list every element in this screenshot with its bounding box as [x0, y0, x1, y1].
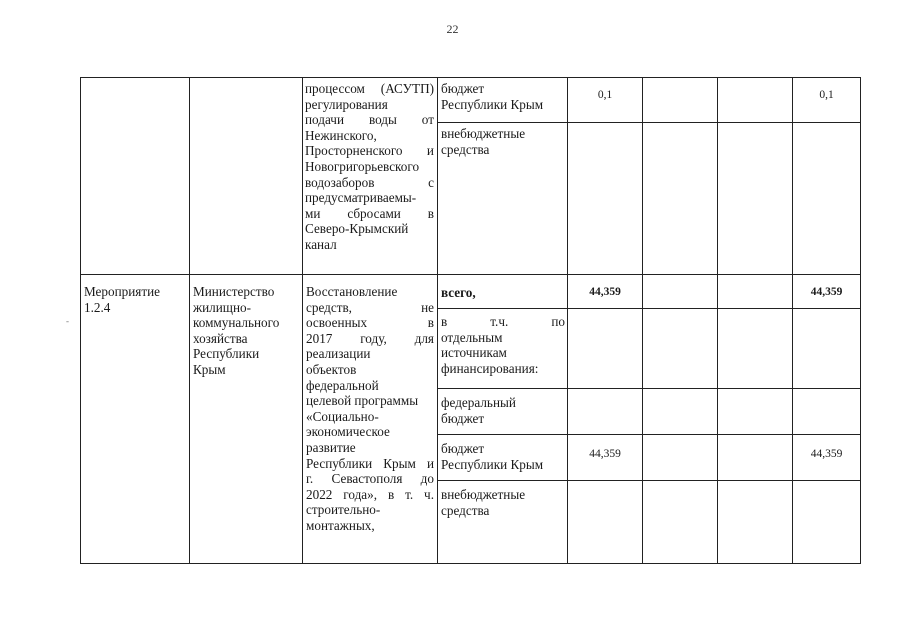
- column-border: [80, 77, 81, 564]
- column-border: [302, 77, 303, 564]
- description-line: средств, не: [306, 299, 434, 315]
- row-divider: [437, 388, 861, 389]
- description-line: строительно-: [306, 502, 381, 518]
- executor-line: Крым: [193, 361, 226, 377]
- source-label-line: Республики Крым: [441, 96, 544, 112]
- column-border: [437, 77, 438, 564]
- column-border: [717, 77, 718, 564]
- value-cell: 44,359: [589, 286, 621, 298]
- source-label-line: отдельным: [441, 329, 503, 345]
- event-id: [84, 284, 186, 315]
- source-label-line: средства: [441, 502, 490, 518]
- description-line: Северо-Крымский: [305, 221, 409, 237]
- row2-source-federal-budget: [441, 395, 565, 426]
- description-line: монтажных,: [306, 517, 375, 533]
- row-divider: [437, 122, 861, 123]
- description-line: «Социально-: [306, 408, 379, 424]
- description-line: освоенных в: [306, 315, 434, 331]
- total-cell: 0,1: [819, 89, 834, 101]
- description-line: Просторненского и: [305, 143, 434, 159]
- row1-source-extrabudgetary: [441, 126, 565, 157]
- source-label-line: федеральный: [441, 395, 516, 410]
- source-label-line: средства: [441, 141, 490, 157]
- description-line: экономическое: [306, 424, 390, 440]
- event-line: 1.2.4: [84, 299, 111, 315]
- description-line: реализации: [306, 346, 371, 362]
- source-label-line: бюджет: [441, 81, 485, 96]
- source-label-line: бюджет: [441, 410, 485, 426]
- row-divider: [437, 480, 861, 481]
- description-line: предусматриваемы-: [305, 190, 417, 206]
- row-divider: [437, 308, 861, 309]
- column-border: [189, 77, 190, 564]
- source-label-line: в т.ч. по: [441, 314, 565, 329]
- event-line: Мероприятие: [84, 284, 161, 299]
- page-number: 22: [446, 22, 459, 36]
- description-line: регулирования: [305, 96, 388, 112]
- description-line: водозаборов с: [305, 174, 434, 190]
- row2-source-breakdown: [441, 314, 565, 376]
- row1-description: [305, 81, 434, 253]
- description-line: объектов: [306, 361, 357, 377]
- row2-source-extrabudgetary: [441, 487, 565, 518]
- executor-line: жилищно-: [193, 299, 252, 315]
- description-line: развитие: [306, 439, 356, 455]
- row2-source-regional-budget: [441, 441, 565, 472]
- description-line: Нежинского,: [305, 127, 377, 143]
- description-line: Восстановление: [306, 284, 398, 299]
- row2-description: [306, 284, 434, 534]
- description-line: 2022 года», в т. ч.: [306, 486, 434, 502]
- table-top-border: [80, 77, 861, 78]
- value-cell: 44,359: [589, 448, 621, 460]
- margin-mark: -: [66, 316, 69, 326]
- source-label-line: источникам: [441, 345, 507, 361]
- executor-line: хозяйства: [193, 330, 248, 346]
- description-line: Новогригорьевского: [305, 158, 420, 174]
- description-line: ми сбросами в: [305, 205, 434, 221]
- total-cell: 44,359: [810, 448, 843, 460]
- column-border: [792, 77, 793, 564]
- source-label-line: финансирования:: [441, 360, 539, 376]
- description-line: канал: [305, 236, 337, 252]
- row2-source-total: [441, 285, 565, 301]
- description-line: федеральной: [306, 377, 379, 393]
- description-line: 2017 году, для: [306, 330, 434, 346]
- source-label-line: бюджет: [441, 441, 485, 456]
- row-divider: [437, 434, 861, 435]
- description-line: Республики Крым и: [306, 455, 434, 471]
- description-line: подачи воды от: [305, 112, 434, 128]
- column-border: [860, 77, 861, 564]
- column-border: [642, 77, 643, 564]
- source-label-line: всего,: [441, 285, 476, 300]
- description-line: г. Севастополя до: [306, 471, 434, 487]
- row1-source-regional-budget: [441, 81, 565, 112]
- row1-bottom-border: [80, 274, 861, 275]
- source-label-line: внебюджетные: [441, 487, 526, 502]
- source-label-line: внебюджетные: [441, 126, 526, 141]
- column-border: [567, 77, 568, 564]
- table-bottom-border: [80, 563, 861, 564]
- source-label-line: Республики Крым: [441, 456, 544, 472]
- total-cell: 44,359: [810, 286, 843, 298]
- value-cell: 0,1: [597, 89, 613, 101]
- executor-line: Республики: [193, 346, 260, 362]
- executor-line: Министерство: [193, 284, 275, 299]
- description-line: целевой программы: [306, 393, 419, 409]
- executor: [193, 284, 299, 378]
- description-line: процессом (АСУТП): [305, 81, 434, 96]
- executor-line: коммунального: [193, 315, 280, 331]
